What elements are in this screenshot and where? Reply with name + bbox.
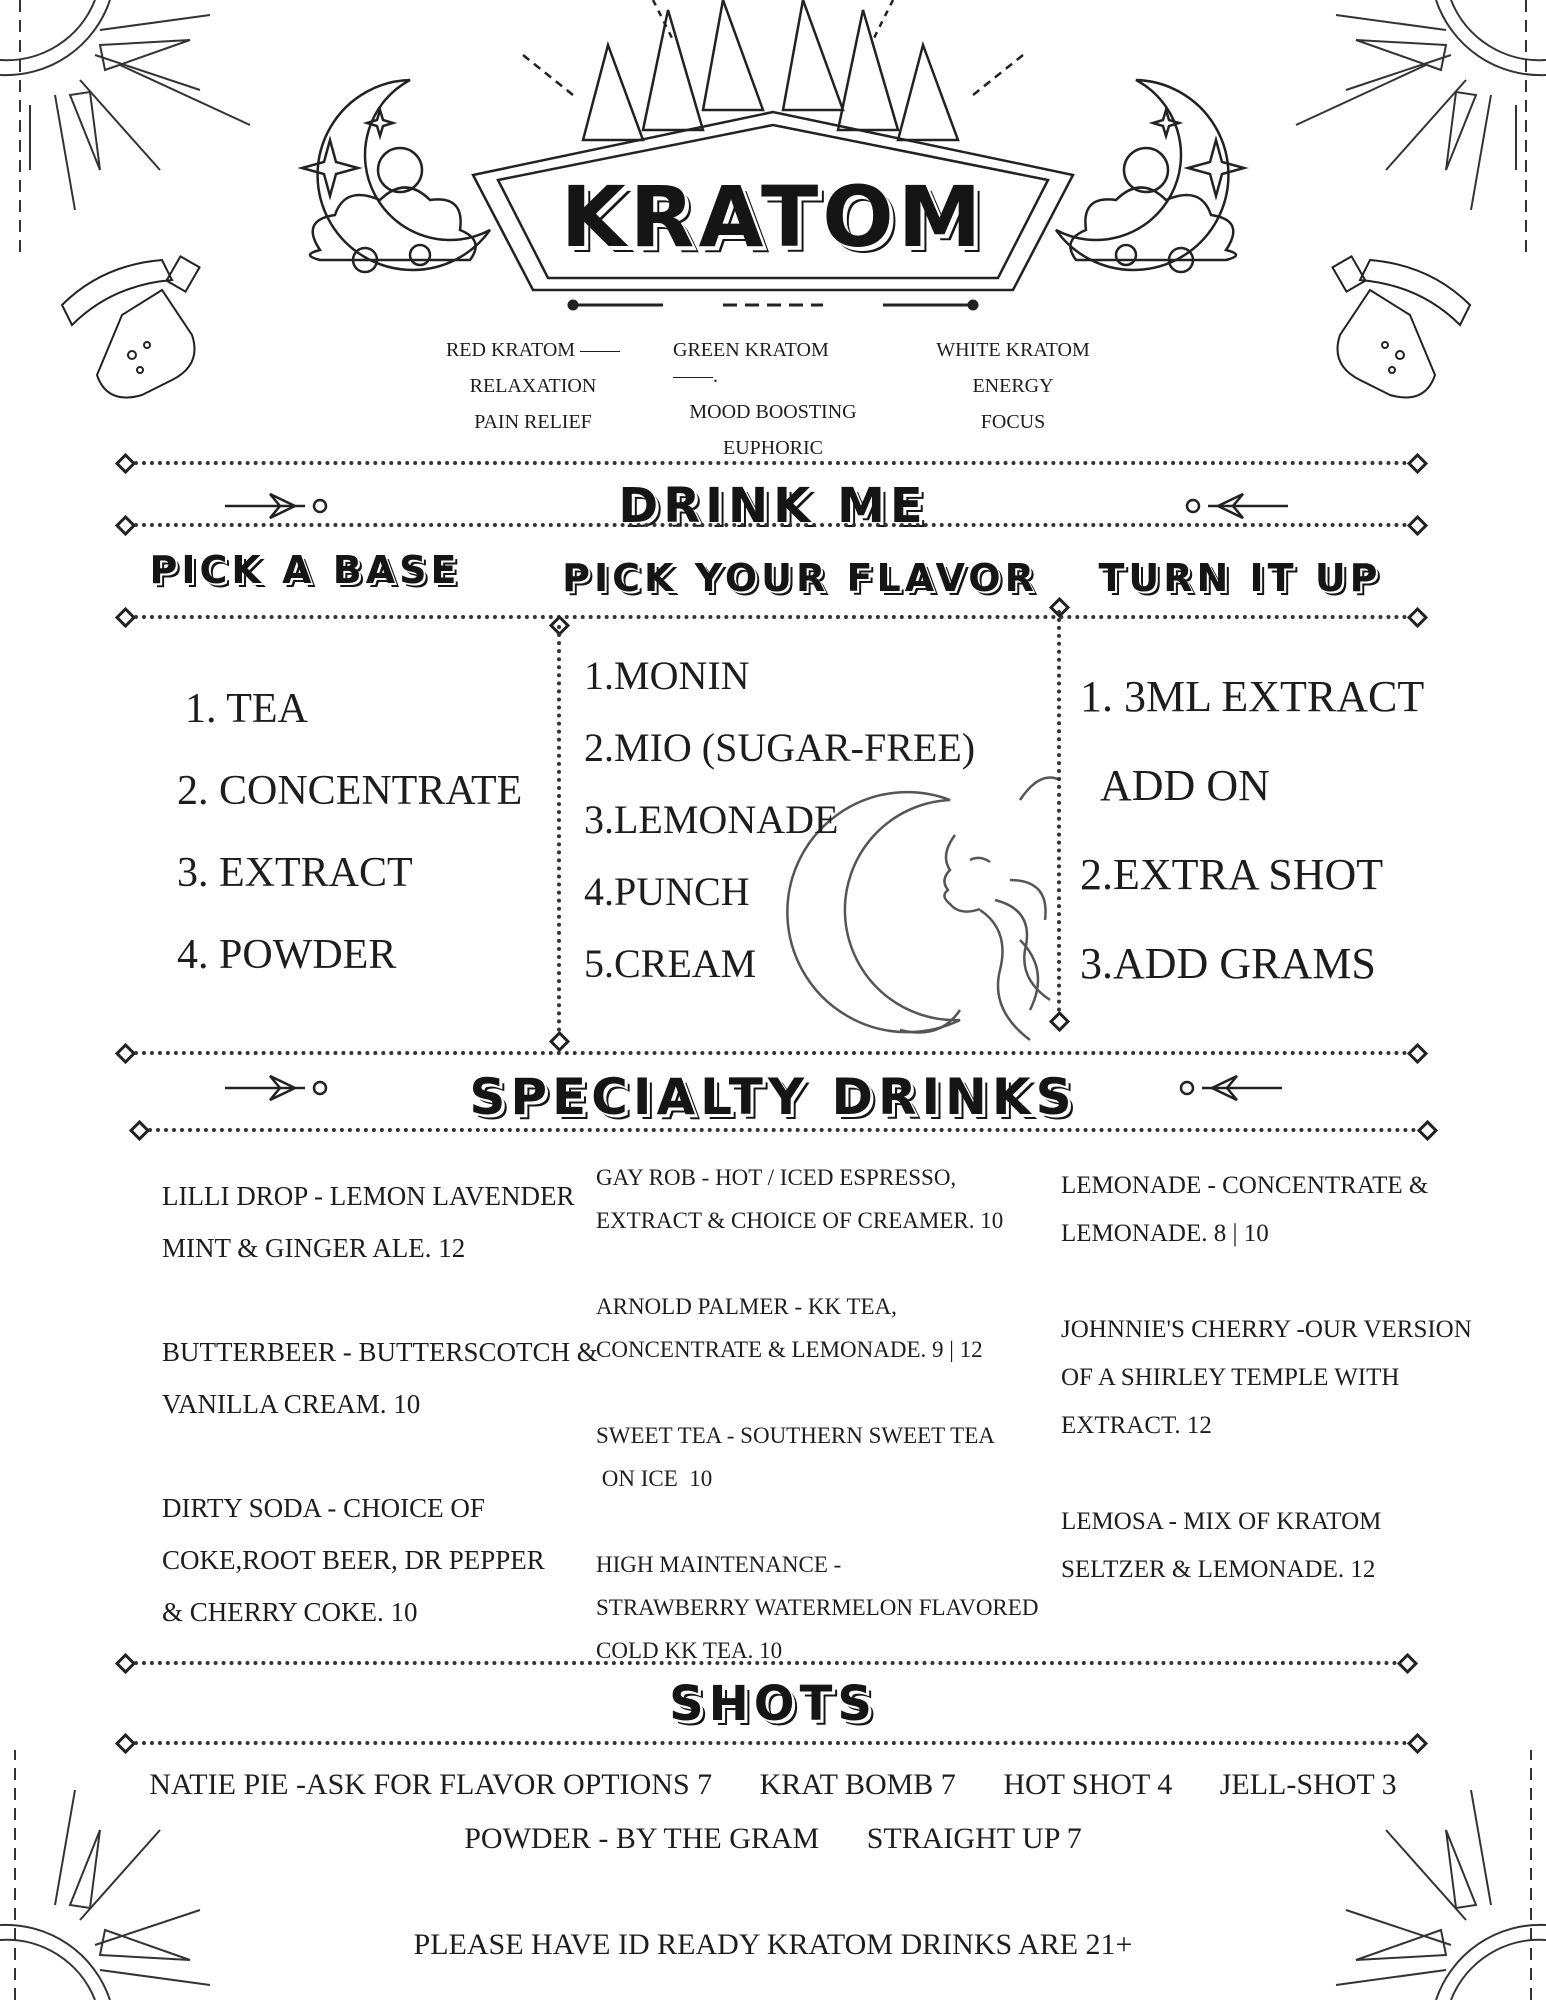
specialty-heading: SPECIALTY DRINKS xyxy=(469,1068,1077,1126)
specialty-line: LEMONADE - CONCENTRATE & xyxy=(1061,1172,1429,1199)
specialty-line: VANILLA CREAM. 10 xyxy=(162,1389,421,1419)
kratom-type-red xyxy=(433,337,633,461)
column-divider xyxy=(1057,610,1061,1020)
specialty-line: LEMOSA - MIX OF KRATOM xyxy=(1061,1508,1382,1535)
age-notice: PLEASE HAVE ID READY KRATOM DRINKS ARE 21+ xyxy=(413,1928,1133,1961)
specialty-line: COLD KK TEA. 10 xyxy=(596,1638,783,1663)
specialty-item xyxy=(596,1414,1038,1500)
shots-heading: SHOTS xyxy=(669,1676,877,1732)
specialty-line: BUTTERBEER - BUTTERSCOTCH & xyxy=(162,1337,598,1367)
specialty-line: LEMONADE. 8 | 10 xyxy=(1061,1220,1269,1247)
divider-diamond xyxy=(115,607,136,628)
shot-item: KRAT BOMB 7 xyxy=(759,1768,956,1801)
specialty-item xyxy=(596,1285,1038,1371)
specialty-line: HIGH MAINTENANCE - xyxy=(596,1552,842,1577)
kratom-types xyxy=(0,337,1546,461)
flavor-list xyxy=(584,640,975,1000)
kratom-type-effect: ENERGY xyxy=(972,375,1054,397)
specialty-line: COKE,ROOT BEER, DR PEPPER xyxy=(162,1545,545,1575)
kratom-type-name: WHITE KRATOM xyxy=(936,339,1090,361)
specialty-item xyxy=(1061,1498,1472,1594)
list-item: 5.CREAM xyxy=(584,941,757,986)
list-item: ADD ON xyxy=(1100,761,1270,810)
drink-me-heading: DRINK ME xyxy=(618,478,928,534)
list-item: 3.ADD GRAMS xyxy=(1080,939,1376,988)
kratom-type-white xyxy=(913,337,1113,461)
shot-item: HOT SHOT 4 xyxy=(1003,1768,1173,1801)
divider-diamond xyxy=(1397,1653,1418,1674)
turn-it-up-list xyxy=(1080,652,1424,1008)
specialty-line: EXTRACT & CHOICE OF CREAMER. 10 xyxy=(596,1208,1004,1233)
specialty-line: & CHERRY COKE. 10 xyxy=(162,1597,418,1627)
divider xyxy=(140,1128,1425,1132)
specialty-item xyxy=(596,1156,1038,1242)
shots-row-2 xyxy=(0,1822,1546,1856)
divider xyxy=(126,1741,1416,1745)
kratom-type-name: RED KRATOM —— xyxy=(445,339,621,361)
list-item: 4.PUNCH xyxy=(584,869,750,914)
specialty-line: LILLI DROP - LEMON LAVENDER xyxy=(162,1181,575,1211)
specialty-column-2 xyxy=(596,1156,1038,1672)
kratom-type-name: GREEN KRATOM ——. xyxy=(673,339,829,387)
kratom-type-effect: MOOD BOOSTING xyxy=(689,401,857,423)
kratom-type-green xyxy=(673,337,873,461)
specialty-line: GAY ROB - HOT / ICED ESPRESSO, xyxy=(596,1165,957,1190)
divider-diamond xyxy=(115,1043,136,1064)
divider-diamond xyxy=(549,1031,570,1052)
list-item: 2.MIO (SUGAR-FREE) xyxy=(584,725,976,770)
specialty-line: SWEET TEA - SOUTHERN SWEET TEA xyxy=(596,1423,995,1448)
kratom-type-effect: RELAXATION xyxy=(469,375,597,397)
list-item: 1. TEA xyxy=(185,686,308,732)
specialty-line: OF A SHIRLEY TEMPLE WITH xyxy=(1061,1364,1400,1391)
page-title: KRATOM xyxy=(560,168,986,266)
list-item: 4. POWDER xyxy=(177,932,397,978)
divider xyxy=(126,523,1416,527)
divider-diamond xyxy=(1407,607,1428,628)
kratom-type-effect: EUPHORIC xyxy=(722,437,823,459)
divider-diamond xyxy=(115,1653,136,1674)
shot-item: POWDER - BY THE GRAM xyxy=(464,1822,820,1855)
divider xyxy=(126,1051,1416,1055)
specialty-line: STRAWBERRY WATERMELON FLAVORED xyxy=(596,1595,1039,1620)
specialty-line: DIRTY SODA - CHOICE OF xyxy=(162,1493,485,1523)
specialty-line: MINT & GINGER ALE. 12 xyxy=(162,1233,466,1263)
list-item: 3. EXTRACT xyxy=(177,850,413,896)
specialty-item xyxy=(596,1543,1038,1672)
base-list xyxy=(177,668,523,996)
specialty-item xyxy=(162,1170,598,1274)
kratom-type-effect: FOCUS xyxy=(980,411,1046,433)
specialty-item xyxy=(1061,1162,1472,1258)
list-item: 3.LEMONADE xyxy=(584,797,839,842)
specialty-item xyxy=(162,1482,598,1638)
kratom-type-effect: PAIN RELIEF xyxy=(474,411,592,433)
column-heading-base: PICK A BASE xyxy=(149,548,461,592)
column-heading-turn-it-up: TURN IT UP xyxy=(1098,556,1382,600)
list-item: 2. CONCENTRATE xyxy=(177,768,523,814)
divider xyxy=(126,1661,1406,1665)
specialty-line: ARNOLD PALMER - KK TEA, xyxy=(596,1294,897,1319)
specialty-column-3 xyxy=(1061,1162,1472,1594)
list-item: 1.MONIN xyxy=(584,653,750,698)
specialty-item xyxy=(1061,1306,1472,1450)
shot-item: STRAIGHT UP 7 xyxy=(866,1822,1082,1855)
specialty-line: EXTRACT. 12 xyxy=(1061,1412,1212,1439)
shot-item: JELL-SHOT 3 xyxy=(1219,1768,1397,1801)
divider xyxy=(126,615,1416,619)
shots-row-1 xyxy=(0,1768,1546,1802)
list-item: 1. 3ML EXTRACT xyxy=(1080,672,1425,721)
divider xyxy=(126,461,1416,465)
column-heading-flavor: PICK YOUR FLAVOR xyxy=(562,556,1038,600)
list-item: 2.EXTRA SHOT xyxy=(1080,850,1384,899)
divider-diamond xyxy=(1407,1043,1428,1064)
column-divider xyxy=(557,625,561,1040)
specialty-item xyxy=(162,1326,598,1430)
specialty-column-1 xyxy=(162,1170,598,1638)
specialty-line: JOHNNIE'S CHERRY -OUR VERSION xyxy=(1061,1316,1472,1343)
specialty-line: SELTZER & LEMONADE. 12 xyxy=(1061,1556,1376,1583)
specialty-line: CONCENTRATE & LEMONADE. 9 | 12 xyxy=(596,1337,983,1362)
shot-item: NATIE PIE -ASK FOR FLAVOR OPTIONS 7 xyxy=(149,1768,713,1801)
specialty-line: ON ICE 10 xyxy=(596,1466,713,1491)
